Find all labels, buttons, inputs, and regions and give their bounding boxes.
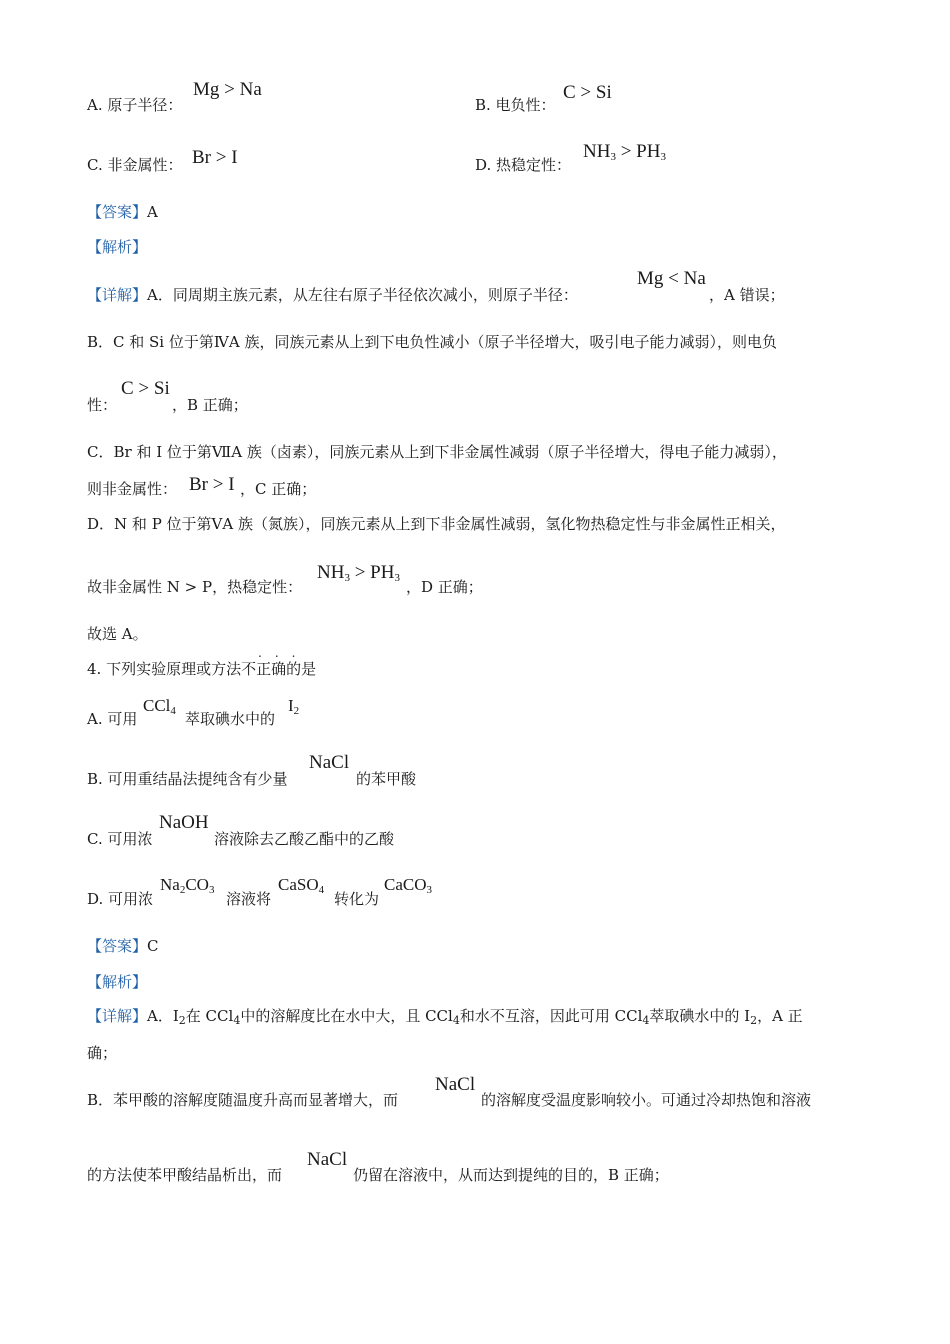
q4-option-d-pre: D. 可用浓 xyxy=(87,890,154,908)
q4-option-c-formula: NaOH xyxy=(159,812,209,833)
q4-option-a-formula-2: $I_2$ xyxy=(288,696,300,717)
q4-option-b-formula: NaCl xyxy=(309,752,350,773)
q3-option-a-formula: Mg > Na xyxy=(193,79,262,100)
q4-option-d-mid-1: 溶液将 xyxy=(226,890,272,908)
q3-detail-formula-7: $NH_3 > PH_3$ xyxy=(317,562,400,584)
q4-option-a-pre: A. 可用 xyxy=(87,710,138,728)
q3-option-d-label: D. 热稳定性： xyxy=(475,156,572,174)
emphasis-dots: ... xyxy=(258,646,309,660)
q3-detail-formula-5: Br > I xyxy=(189,474,235,495)
q3-detail-line-7-end: ，D 正确； xyxy=(406,578,483,596)
q4-option-a-mid: 萃取碘水中的 xyxy=(185,710,276,728)
q4-option-c-pre: C. 可用浓 xyxy=(87,830,153,848)
q4-analysis-tag: 【解析】 xyxy=(87,973,148,991)
q4-option-d-formula-1: $Na_2CO_3$ xyxy=(160,875,215,896)
q4-option-a-formula-1: CCl$_4$ xyxy=(143,696,176,717)
q4-detail-line-4-post: 仍留在溶液中，从而达到提纯的目的，B 正确； xyxy=(353,1166,669,1184)
q4-option-d-mid-2: 转化为 xyxy=(334,890,380,908)
q3-option-a-label: A. 原子半径： xyxy=(87,96,183,114)
q4-detail-line-2: 确； xyxy=(87,1044,118,1062)
q4-option-d-formula-2: CaSO$_4$ xyxy=(278,875,325,896)
q3-detail-line-1-end: ，A 错误； xyxy=(709,286,785,304)
q3-detail-line-5: 则非金属性： xyxy=(87,480,178,498)
q3-detail-line-6: D．N 和 P 位于第ⅤA 族（氮族），同族元素从上到下非金属性减弱，氢化物热稳定性与非金属性正相关， xyxy=(87,515,786,533)
q3-analysis-tag: 【解析】 xyxy=(87,238,148,256)
q3-detail-line-3-end: ，B 正确； xyxy=(172,396,248,414)
q4-stem: 4. 下列实验原理或方法不正确的是 xyxy=(87,660,317,678)
q4-option-b-pre: B. 可用重结晶法提纯含有少量 xyxy=(87,770,288,788)
q3-option-b-formula: C > Si xyxy=(563,82,612,103)
q4-detail-formula-3: NaCl xyxy=(435,1074,476,1095)
q3-detail-formula-3: C > Si xyxy=(121,378,170,399)
q4-detail-line-3-pre: B．苯甲酸的溶解度随温度升高而显著增大，而 xyxy=(87,1091,399,1109)
q4-answer: 【答案】C xyxy=(87,937,159,955)
q4-option-c-post: 溶液除去乙酸乙酯中的乙酸 xyxy=(214,830,395,848)
q3-option-c-label: C. 非金属性： xyxy=(87,156,183,174)
q4-option-b-post: 的苯甲酸 xyxy=(356,770,417,788)
q4-detail-line-3-post: 的溶解度受温度影响较小。可通过冷却热饱和溶液 xyxy=(481,1091,812,1109)
q4-detail-line-1: 【详解】A．$I_2$在 CCl$_4$中的溶解度比在水中大，且 CCl$_4$和水不互溶，因此可用 CCl$_4$萃取碘水中的 $I_2$，A 正 xyxy=(87,1007,803,1027)
q4-detail-formula-4: NaCl xyxy=(307,1149,348,1170)
q3-detail-formula-1: Mg < Na xyxy=(637,268,706,289)
q3-detail-line-1: 【详解】A．同周期主族元素，从左往右原子半径依次减小，则原子半径： xyxy=(87,286,578,304)
q4-option-d-formula-3: CaCO$_3$ xyxy=(384,875,432,896)
q3-detail-line-2: B．C 和 Si 位于第ⅣA 族，同族元素从上到下电负性减小（原子半径增大，吸引电子能力减弱），则电负 xyxy=(87,333,777,351)
q3-detail-line-8: 故选 A。 xyxy=(87,625,148,643)
q3-detail-line-4: C．Br 和 I 位于第ⅦA 族（卤素），同族元素从上到下非金属性减弱（原子半径增大，得电子能力减弱）， xyxy=(87,443,787,461)
q4-detail-line-4-pre: 的方法使苯甲酸结晶析出，而 xyxy=(87,1166,283,1184)
q3-option-d-formula: $NH_3 > PH_3$ xyxy=(583,141,666,163)
q3-answer: 【答案】A xyxy=(87,203,158,221)
q3-detail-line-5-end: ，C 正确； xyxy=(240,480,317,498)
q3-option-c-formula: Br > I xyxy=(192,147,238,168)
q3-detail-line-7: 故非金属性 N > P，热稳定性： xyxy=(87,578,303,596)
q3-detail-line-3: 性： xyxy=(87,396,118,414)
q3-option-b-label: B. 电负性： xyxy=(475,96,556,114)
